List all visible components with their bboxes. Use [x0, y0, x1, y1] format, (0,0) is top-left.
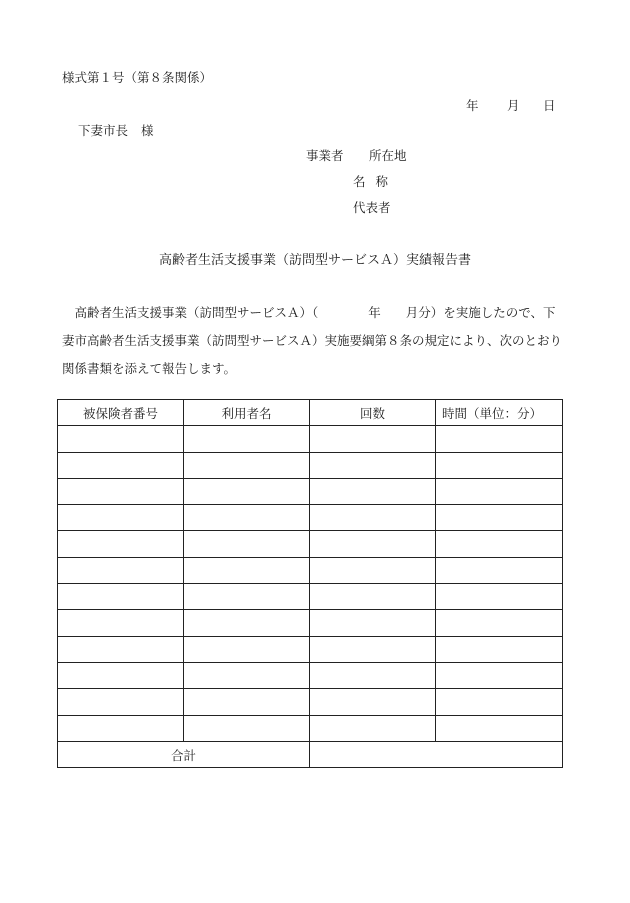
- cell-user-name[interactable]: [184, 557, 310, 583]
- table-row: [58, 478, 563, 504]
- cell-time[interactable]: [436, 531, 563, 557]
- addressee: [78, 121, 154, 139]
- table-row: [58, 715, 563, 741]
- cell-count[interactable]: [310, 557, 436, 583]
- body-text: [62, 299, 572, 383]
- cell-insured-number[interactable]: [58, 662, 184, 688]
- cell-count[interactable]: [310, 478, 436, 504]
- cell-insured-number[interactable]: [58, 584, 184, 610]
- cell-count[interactable]: [310, 505, 436, 531]
- cell-time[interactable]: [436, 715, 563, 741]
- date-day-label: 日: [543, 98, 556, 113]
- cell-user-name[interactable]: [184, 715, 310, 741]
- total-value-cell[interactable]: [310, 741, 563, 767]
- cell-insured-number[interactable]: [58, 531, 184, 557]
- table-row: [58, 531, 563, 557]
- cell-insured-number[interactable]: [58, 478, 184, 504]
- table-row: [58, 557, 563, 583]
- body-line: 妻市高齢者生活支援事業（訪問型サービスＡ）実施要綱第８条の規定により、次のとおり: [62, 333, 563, 348]
- date-line: [0, 96, 630, 112]
- header-time-minutes: 時間（単位：分）: [436, 400, 563, 426]
- cell-count[interactable]: [310, 426, 436, 452]
- cell-insured-number[interactable]: [58, 689, 184, 715]
- address-label: 所在地: [369, 148, 407, 163]
- cell-time[interactable]: [436, 584, 563, 610]
- total-label: 合計: [58, 741, 310, 767]
- applicant-label: 事業者: [306, 148, 344, 163]
- cell-count[interactable]: [310, 689, 436, 715]
- header-count: 回数: [310, 400, 436, 426]
- cell-count[interactable]: [310, 452, 436, 478]
- cell-user-name[interactable]: [184, 689, 310, 715]
- cell-insured-number[interactable]: [58, 505, 184, 531]
- header-user-name: 利用者名: [184, 400, 310, 426]
- document-title: 高齢者生活支援事業（訪問型サービスＡ）実績報告書: [158, 253, 471, 268]
- cell-user-name[interactable]: [184, 636, 310, 662]
- table-row: [58, 689, 563, 715]
- cell-insured-number[interactable]: [58, 610, 184, 636]
- table-row: [58, 636, 563, 662]
- table-header-row: [58, 400, 563, 426]
- cell-user-name[interactable]: [184, 426, 310, 452]
- cell-user-name[interactable]: [184, 478, 310, 504]
- body-line: 高齢者生活支援事業（訪問型サービスＡ）（ 年 月分）を実施したので、下: [62, 305, 556, 320]
- cell-user-name[interactable]: [184, 505, 310, 531]
- cell-user-name[interactable]: [184, 610, 310, 636]
- cell-time[interactable]: [436, 426, 563, 452]
- header-insured-number: 被保険者番号: [58, 400, 184, 426]
- body-line: 関係書類を添えて報告します。: [62, 361, 237, 376]
- cell-count[interactable]: [310, 662, 436, 688]
- table-row: [58, 662, 563, 688]
- report-table: [57, 399, 563, 768]
- cell-time[interactable]: [436, 478, 563, 504]
- cell-time[interactable]: [436, 610, 563, 636]
- addressee-name: 下妻市長: [78, 123, 129, 138]
- cell-user-name[interactable]: [184, 531, 310, 557]
- cell-count[interactable]: [310, 715, 436, 741]
- table-row: [58, 452, 563, 478]
- cell-time[interactable]: [436, 662, 563, 688]
- cell-insured-number[interactable]: [58, 452, 184, 478]
- total-row: [58, 741, 563, 767]
- cell-count[interactable]: [310, 636, 436, 662]
- cell-user-name[interactable]: [184, 662, 310, 688]
- cell-time[interactable]: [436, 689, 563, 715]
- cell-time[interactable]: [436, 636, 563, 662]
- table-row: [58, 426, 563, 452]
- cell-count[interactable]: [310, 610, 436, 636]
- cell-insured-number[interactable]: [58, 426, 184, 452]
- table-row: [58, 584, 563, 610]
- cell-user-name[interactable]: [184, 452, 310, 478]
- representative-label: 代表者: [353, 200, 391, 215]
- table-row: [58, 610, 563, 636]
- cell-time[interactable]: [436, 505, 563, 531]
- cell-insured-number[interactable]: [58, 715, 184, 741]
- cell-count[interactable]: [310, 531, 436, 557]
- cell-insured-number[interactable]: [58, 636, 184, 662]
- date-year-label: 年: [466, 98, 479, 113]
- date-month-label: 月: [507, 98, 520, 113]
- cell-count[interactable]: [310, 584, 436, 610]
- cell-time[interactable]: [436, 452, 563, 478]
- name-label: 名称: [353, 174, 399, 189]
- form-number-label: 様式第１号（第８条関係）: [62, 70, 213, 85]
- cell-user-name[interactable]: [184, 584, 310, 610]
- addressee-honorific: 様: [141, 123, 154, 138]
- cell-time[interactable]: [436, 557, 563, 583]
- table-row: [58, 505, 563, 531]
- cell-insured-number[interactable]: [58, 557, 184, 583]
